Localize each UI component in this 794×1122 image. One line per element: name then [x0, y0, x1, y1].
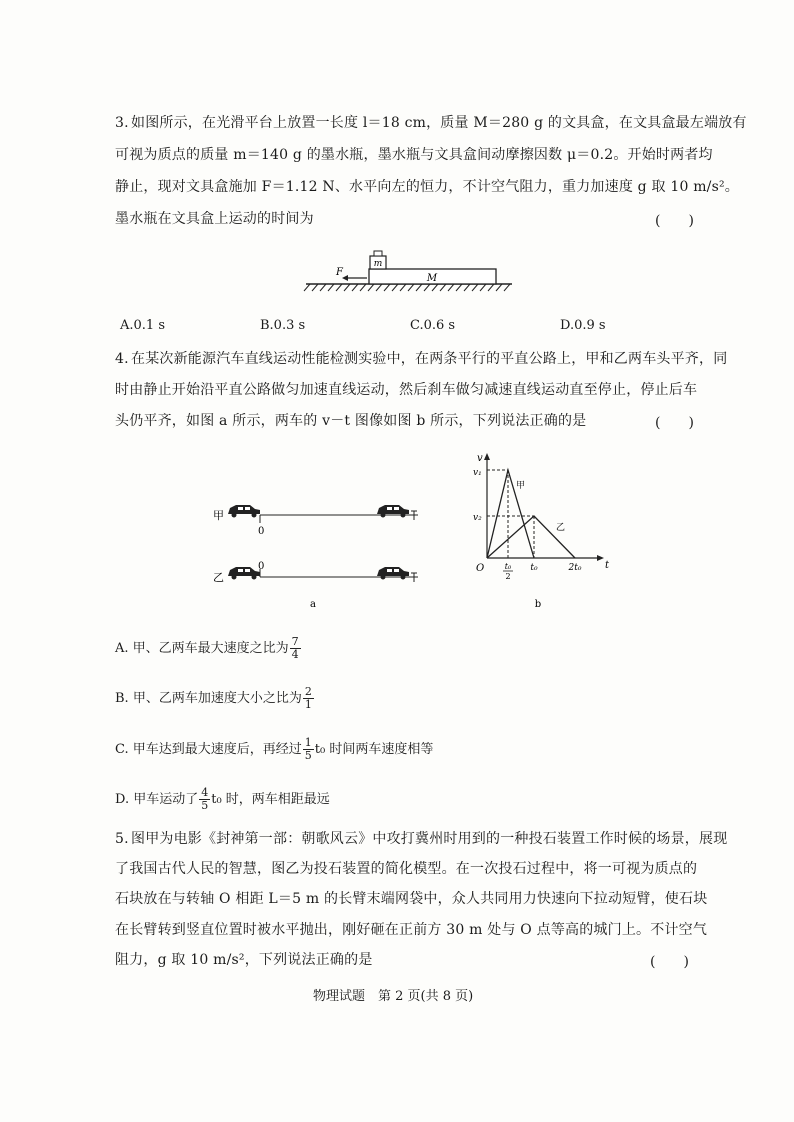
q5-line-4: 在长臂转到竖直位置时被水平抛出，刚好砸在正前方 30 m 处与 O 点等高的城门上。不计空气: [115, 922, 708, 938]
label-zero-jia: 0: [258, 526, 265, 537]
label-t: t: [605, 560, 610, 571]
caption-a: a: [310, 599, 316, 610]
q4-line-3: 头仍平齐，如图 a 所示，两车的 v－t 图像如图 b 所示，下列说法正确的是: [115, 413, 587, 429]
q4-answer-paren: ( ): [655, 415, 694, 431]
tick-2t0: 2t₀: [568, 563, 582, 573]
label-v1: v₁: [473, 468, 482, 478]
label-O: O: [476, 563, 485, 574]
q4-option-b-text: B. 甲、乙两车加速度大小之比为: [115, 691, 302, 706]
label-zero-yi: 0: [258, 561, 265, 572]
legend-jia: 甲: [516, 481, 526, 491]
q3-line-4: 墨水瓶在文具盒上运动的时间为: [115, 211, 314, 227]
caption-b: b: [534, 599, 542, 610]
q3-line-2: 可视为质点的质量 m＝140 g 的墨水瓶，墨水瓶与文具盒间动摩擦因数 μ＝0.2。开始时两者均: [115, 147, 713, 163]
q5-line-3: 石块放在与转轴 O 相距 L＝5 m 的长臂末端网袋中，众人共同用力快速向下拉动短臂，使石块: [115, 891, 708, 907]
q3-option-c[interactable]: C.0.6 s: [410, 318, 456, 333]
q4-option-d[interactable]: D. 甲车运动了 $\frac{4}{5}$ t₀ 时，两车相距最远: [115, 786, 330, 812]
platform-hatching: [304, 284, 510, 291]
label-v2: v₂: [473, 513, 482, 523]
q3-option-d[interactable]: D.0.9 s: [560, 318, 606, 333]
q3-number: 3.: [115, 115, 129, 131]
q3-line-1: 如图所示，在光滑平台上放置一长度 l＝18 cm，质量 M＝280 g 的文具盒，在文具盒最左端放有: [131, 115, 747, 131]
q3-option-b[interactable]: B.0.3 s: [260, 318, 306, 333]
q4-figure-a: [200, 490, 430, 615]
tick-half-t0-num: t₀: [504, 562, 512, 571]
q4-number: 4.: [115, 351, 129, 367]
q4-option-a[interactable]: [115, 636, 302, 661]
label-v: v: [477, 453, 483, 464]
q4-option-d-text: D. 甲车运动了: [115, 792, 199, 807]
car-jia-end: [377, 505, 409, 518]
series-jia-line: [487, 470, 534, 558]
q5-answer-paren: ( ): [650, 954, 689, 970]
tick-half-t0-den: 2: [505, 572, 511, 581]
q3-line-3: 静止，现对文具盒施加 F＝1.12 N、水平向左的恒力，不计空气阻力，重力加速度 g 取 10 m/s²。: [115, 179, 740, 195]
car-yi-end: [377, 567, 409, 580]
fraction: $\frac{1}{5}$: [304, 736, 312, 762]
q4-option-c[interactable]: C. 甲车达到最大速度后，再经过 $\frac{1}{5}$ t₀ 时间两车速度相等: [115, 736, 434, 762]
label-F: F: [336, 267, 343, 278]
q5-line-1: 图甲为电影《封神第一部：朝歌风云》中攻打冀州时用到的一种投石装置工作时候的场景，展现: [131, 831, 728, 847]
label-jia: 甲: [213, 509, 224, 522]
label-m: m: [373, 259, 383, 269]
q5-line-2: 了我国古代人民的智慧，图乙为投石装置的简化模型。在一次投石过程中，将一可视为质点的: [115, 861, 698, 877]
q3-answer-paren: ( ): [655, 213, 694, 229]
fraction: $\frac{4}{5}$: [201, 786, 209, 812]
q4-figure-b: [470, 450, 620, 615]
q5-line-5: 阻力，g 取 10 m/s²，下列说法正确的是: [115, 952, 373, 968]
q4-option-c-text: C. 甲车达到最大速度后，再经过: [115, 742, 302, 757]
ink-bottle-cap: [374, 251, 382, 256]
q3-option-a[interactable]: A.0.1 s: [120, 318, 165, 333]
q4-line-1: 在某次新能源汽车直线运动性能检测实验中，在两条平行的平直公路上，甲和乙两车头平齐，同: [131, 351, 728, 367]
legend-yi: 乙: [556, 523, 566, 533]
tick-t0: t₀: [530, 563, 538, 573]
page-footer: 物理试题 第 2 页(共 8 页): [313, 989, 474, 1004]
fraction: $\frac{2}{1}$: [304, 685, 312, 711]
fraction: $\frac{7}{4}$: [291, 635, 299, 661]
q4-option-a-text: A. 甲、乙两车最大速度之比为: [115, 641, 289, 656]
label-yi: 乙: [213, 571, 224, 584]
label-M: M: [426, 273, 438, 284]
q5-number: 5.: [115, 831, 129, 847]
q4-line-2: 时由静止开始沿平直公路做匀加速直线运动，然后刹车做匀减速直线运动直至停止，停止后车: [115, 382, 698, 398]
q3-figure: [300, 244, 520, 300]
q4-option-b[interactable]: [115, 686, 315, 711]
car-jia-start: [228, 505, 260, 518]
car-yi-start: [228, 567, 260, 580]
